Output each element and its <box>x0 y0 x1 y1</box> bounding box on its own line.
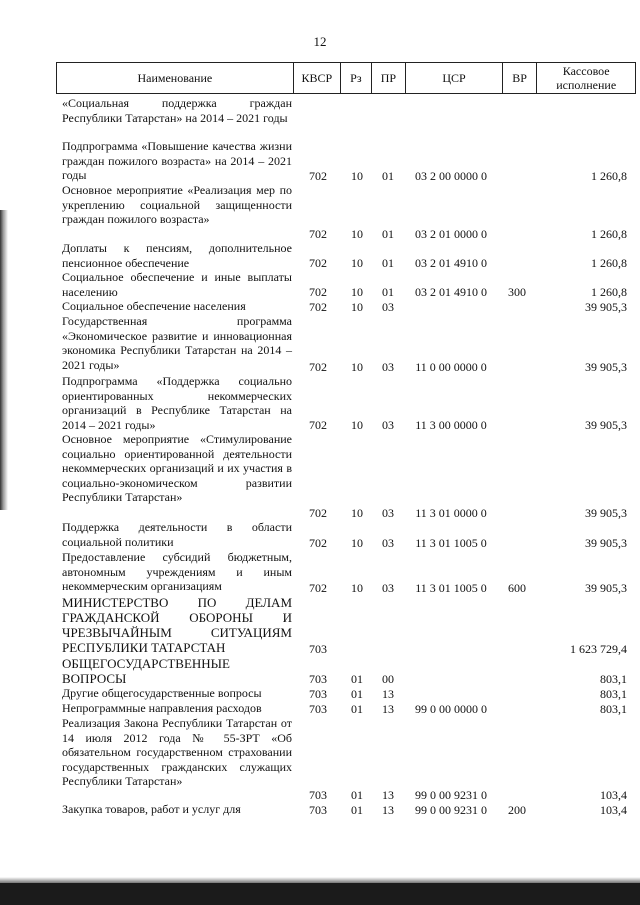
row-name: Реализация Закона Республики Татарстан от 14 июля 2012 года № 55-ЗРТ «Об обязательном государственном страховании государственных гражданских служащих Республики Татарстан» <box>62 716 292 788</box>
row-vr: 300 <box>508 284 526 299</box>
row-kvsr: 702 <box>309 284 327 299</box>
row-csr: 03 2 01 4910 0 <box>415 284 487 299</box>
row-name: Подпрограмма «Поддержка социально ориентированных некоммерческих организаций в Республике Татарстан на 2014 – 2021 годы» <box>62 374 292 432</box>
row-csr: 11 3 00 0000 0 <box>415 417 487 432</box>
row-kvsr: 702 <box>309 255 327 270</box>
row-pr: 01 <box>382 168 394 183</box>
row-csr: 99 0 00 9231 0 <box>415 802 487 817</box>
row-pr: 03 <box>382 535 394 550</box>
row-sum: 803,1 <box>600 671 627 686</box>
table-row <box>0 701 640 716</box>
row-sum: 39 905,3 <box>585 535 627 550</box>
row-sum: 103,4 <box>600 787 627 802</box>
row-sum: 39 905,3 <box>585 505 627 520</box>
row-pr: 13 <box>382 802 394 817</box>
row-pr: 13 <box>382 787 394 802</box>
row-kvsr: 702 <box>309 580 327 595</box>
row-kvsr: 702 <box>309 168 327 183</box>
row-sum: 1 260,8 <box>591 284 627 299</box>
row-rz: 10 <box>351 168 363 183</box>
row-pr: 03 <box>382 299 394 314</box>
row-pr: 03 <box>382 417 394 432</box>
header-kvsr: КВСР <box>294 63 341 93</box>
row-pr: 13 <box>382 701 394 716</box>
row-rz: 10 <box>351 417 363 432</box>
row-name: Подпрограмма «Повышение качества жизни граждан пожилого возраста» на 2014 – 2021 годы <box>62 139 292 182</box>
row-kvsr: 703 <box>309 671 327 686</box>
row-pr: 03 <box>382 359 394 374</box>
row-rz: 01 <box>351 701 363 716</box>
table-row <box>0 139 640 183</box>
table-row <box>0 686 640 701</box>
row-name: «Социальная поддержка граждан Республики Татарстан» на 2014 – 2021 годы <box>62 96 292 125</box>
row-name: Непрограммные направления расходов <box>62 701 262 715</box>
row-rz: 01 <box>351 671 363 686</box>
row-csr: 03 2 01 0000 0 <box>415 226 487 241</box>
scan-edge-shadow <box>0 210 8 510</box>
row-sum: 39 905,3 <box>585 417 627 432</box>
table-row <box>0 802 640 817</box>
row-pr: 01 <box>382 226 394 241</box>
row-sum: 1 623 729,4 <box>570 641 627 656</box>
row-csr: 11 3 01 1005 0 <box>415 580 487 595</box>
page-number: 12 <box>313 34 327 49</box>
table-row <box>0 270 640 299</box>
row-kvsr: 703 <box>309 641 327 656</box>
row-name: Государственная программа «Экономическое развитие и инновационная экономика Республики Татарстан на 2014 – 2021 годы» <box>62 314 292 372</box>
row-csr: 11 3 01 0000 0 <box>415 505 487 520</box>
row-kvsr: 703 <box>309 787 327 802</box>
table-row <box>0 656 640 686</box>
table-row <box>0 595 640 656</box>
header-sum: Кассовое исполнение <box>556 64 617 92</box>
row-rz: 10 <box>351 505 363 520</box>
row-csr: 11 3 01 1005 0 <box>415 535 487 550</box>
row-rz: 10 <box>351 226 363 241</box>
table-row <box>0 96 640 139</box>
row-csr: 03 2 00 0000 0 <box>415 168 487 183</box>
row-kvsr: 703 <box>309 686 327 701</box>
row-sum: 39 905,3 <box>585 299 627 314</box>
row-sum: 1 260,8 <box>591 226 627 241</box>
row-csr: 99 0 00 9231 0 <box>415 787 487 802</box>
row-vr: 200 <box>508 802 526 817</box>
row-rz: 10 <box>351 359 363 374</box>
row-pr: 01 <box>382 255 394 270</box>
header-pr: ПР <box>372 63 407 93</box>
row-name: Социальное обеспечение населения <box>62 299 246 313</box>
table-row <box>0 550 640 595</box>
row-rz: 10 <box>351 580 363 595</box>
header-csr: ЦСР <box>406 63 503 93</box>
row-pr: 13 <box>382 686 394 701</box>
row-sum: 1 260,8 <box>591 168 627 183</box>
row-rz: 01 <box>351 686 363 701</box>
row-rz: 10 <box>351 535 363 550</box>
table-row <box>0 432 640 520</box>
row-sum: 103,4 <box>600 802 627 817</box>
table-row <box>0 299 640 314</box>
row-name: Предоставление субсидий бюджетным, автономным учреждениям и иным некоммерческим организациям <box>62 550 292 593</box>
table-header <box>56 62 636 94</box>
row-kvsr: 702 <box>309 359 327 374</box>
table-row <box>0 374 640 432</box>
row-kvsr: 702 <box>309 535 327 550</box>
header-name: Наименование <box>57 63 294 93</box>
row-name: Основное мероприятие «Реализация мер по укреплению социальной защищенности граждан пожилого возраста» <box>62 183 292 226</box>
row-sum: 1 260,8 <box>591 255 627 270</box>
row-kvsr: 702 <box>309 505 327 520</box>
row-kvsr: 702 <box>309 226 327 241</box>
header-rz: Рз <box>341 63 372 93</box>
row-kvsr: 703 <box>309 701 327 716</box>
row-name: Социальное обеспечение и иные выплаты населению <box>62 270 292 299</box>
table-row <box>0 716 640 802</box>
table-row <box>0 183 640 241</box>
row-sum: 803,1 <box>600 686 627 701</box>
row-csr: 99 0 00 0000 0 <box>415 701 487 716</box>
row-kvsr: 702 <box>309 299 327 314</box>
row-sum: 39 905,3 <box>585 359 627 374</box>
row-pr: 03 <box>382 580 394 595</box>
row-rz: 10 <box>351 299 363 314</box>
row-rz: 01 <box>351 802 363 817</box>
row-kvsr: 703 <box>309 802 327 817</box>
row-name: ОБЩЕГОСУДАРСТВЕННЫЕ ВОПРОСЫ <box>62 656 230 686</box>
row-rz: 10 <box>351 284 363 299</box>
table-row <box>0 241 640 270</box>
row-kvsr: 702 <box>309 417 327 432</box>
row-sum: 39 905,3 <box>585 580 627 595</box>
row-pr: 01 <box>382 284 394 299</box>
row-name: Доплаты к пенсиям, дополнительное пенсионное обеспечение <box>62 241 292 270</box>
row-pr: 03 <box>382 505 394 520</box>
row-vr: 600 <box>508 580 526 595</box>
row-rz: 01 <box>351 787 363 802</box>
table-row <box>0 520 640 550</box>
scan-bottom-edge <box>0 883 640 905</box>
row-csr: 03 2 01 4910 0 <box>415 255 487 270</box>
row-name: Другие общегосударственные вопросы <box>62 686 262 700</box>
row-csr: 11 0 00 0000 0 <box>415 359 487 374</box>
header-vr: ВР <box>503 63 538 93</box>
row-name: МИНИСТЕРСТВО ПО ДЕЛАМ ГРАЖДАНСКОЙ ОБОРОНЫ И ЧРЕЗВЫЧАЙНЫМ СИТУАЦИЯМ РЕСПУБЛИКИ ТАТАРСТАН <box>62 595 292 655</box>
row-name: Закупка товаров, работ и услуг для <box>62 802 241 816</box>
row-pr: 00 <box>382 671 394 686</box>
table-row <box>0 314 640 374</box>
row-rz: 10 <box>351 255 363 270</box>
row-sum: 803,1 <box>600 701 627 716</box>
row-name: Основное мероприятие «Стимулирование социально ориентированной деятельности некоммерческих организаций и их участия в социально-экономическом развитии Республики Татарстан» <box>62 432 292 504</box>
row-name: Поддержка деятельности в области социальной политики <box>62 520 292 549</box>
